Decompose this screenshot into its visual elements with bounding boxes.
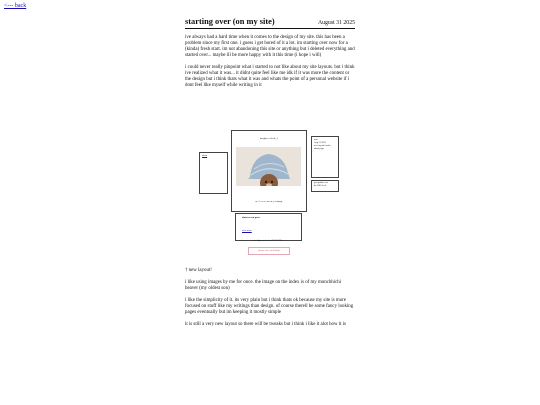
preview-right-rss: [311, 180, 339, 192]
preview-center-panel: [231, 130, 307, 212]
preview-desktop-button: please view on desktop: [248, 247, 290, 255]
post-section-new-layout: [185, 268, 355, 328]
post2-paragraph-1: i like using images by me for once. the image on the index is of my monchhichi beaver (my oldest son): [185, 280, 342, 291]
preview-recent-title: about recent posts: [242, 217, 260, 219]
preview-view-more: view more: [242, 230, 252, 232]
post-date: August 31 2025: [317, 20, 355, 26]
preview-caption-bottom: m e l o n s s u n m y webpage: [255, 201, 283, 203]
post-title: starting over (on my site): [185, 17, 275, 26]
preview-right-note: [311, 136, 339, 178]
section-heading: † new layout!: [185, 268, 212, 273]
post-paragraph-1: ive always had a hard time when it comes to the design of my site. this has been a problem since my first one. i guess i get bored of it a lot. im starting over now for a (kinda) fresh start. im not abandoning this site or anything but i deleted everything and started over... maybe ill be more happy with it this time (i hope i will): [185, 35, 355, 58]
preview-caption-top: daughter of kelly_2: [260, 138, 278, 140]
preview-recent-posts: [235, 213, 302, 241]
preview-left-panel: [199, 152, 228, 194]
back-link[interactable]: <--- back: [4, 3, 27, 9]
post2-paragraph-3: it is still a very new layout so there will be tweaks but i think i like it alot how it is: [185, 322, 346, 327]
post-article: [185, 17, 355, 89]
preview-credit: site digi-notebook • 09 19 2025: [253, 240, 282, 242]
preview-rss-text: got updates via the RSS feed: [314, 182, 328, 187]
monchhichi-photo-icon: [236, 147, 301, 186]
post-header: [185, 17, 355, 29]
post2-paragraph-2: i like the simplicity of it. its very plain but i think thats ok because my site is more focused on stuff like my writings than design. of course therell be some fancy looking pages eventually but im keeping it mostly simple: [185, 298, 354, 315]
post-paragraph-2: i could never really pinpoint what i started to not like about my site layouts. but i think ive realized what it was... it didnt quite feel like me idk if it was more the content or the design but i think thats what it was and whats the point of a personal website if i dont feel like myself while writing in it: [185, 65, 355, 88]
layout-preview-image: [198, 130, 340, 258]
preview-about-link: about: [202, 155, 208, 157]
preview-note-text: note Aug 31 2025 new layout! under about page: [314, 139, 331, 150]
